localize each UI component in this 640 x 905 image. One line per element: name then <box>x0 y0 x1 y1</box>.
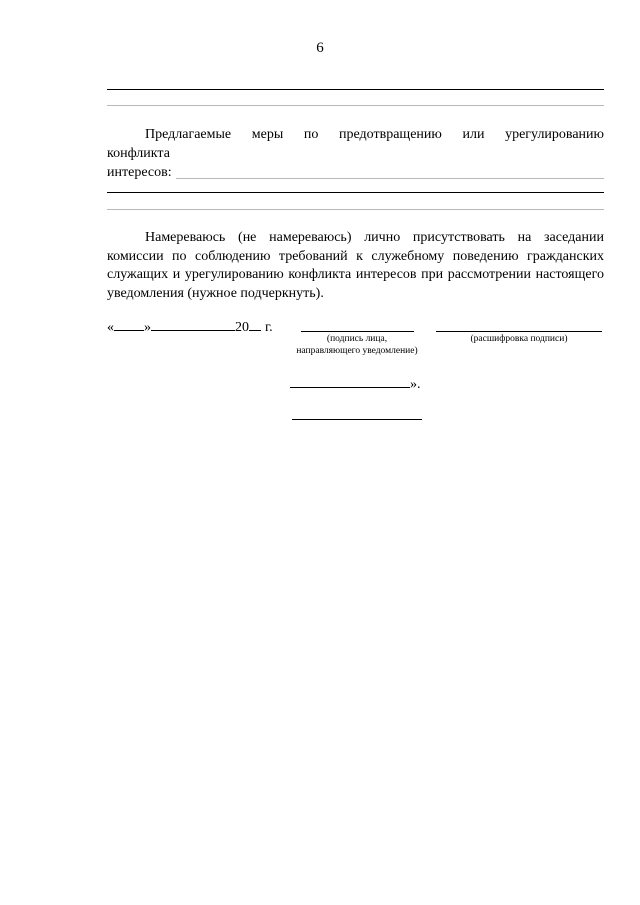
decoding-line <box>436 331 602 332</box>
date-row <box>107 316 273 337</box>
year-blank <box>249 316 261 331</box>
intent-text: Намереваюсь (не намереваюсь) лично присутствовать на заседании комиссии по соблюдению требований к служебному поведению гражданских служащих и урегулированию конфликта интересов при рассмотрении настоящего уведомления (нужное подчеркнуть). <box>107 230 604 301</box>
signature-caption <box>262 333 452 357</box>
interests-fill-line <box>176 178 604 179</box>
measures-lead-text: Предлагаемые меры по предотвращению или урегулированию <box>145 127 604 142</box>
closing-blank <box>290 373 410 388</box>
closing-row <box>290 373 421 394</box>
measures-tail-text: конфликта <box>107 145 170 161</box>
month-blank <box>151 316 235 331</box>
signature-caption-line1: (подпись лица, <box>326 334 388 344</box>
measures-paragraph <box>107 126 604 163</box>
page-number: 6 <box>316 40 324 56</box>
signature-caption-line2: направляющего уведомление) <box>296 346 418 356</box>
end-separator-line <box>292 419 422 420</box>
fill-line-3 <box>107 192 604 193</box>
year-prefix: 20 <box>235 320 249 335</box>
close-quote: » <box>144 320 151 335</box>
interests-row <box>107 164 604 182</box>
day-blank <box>114 316 144 331</box>
year-suffix: г. <box>265 320 273 335</box>
intent-paragraph <box>107 229 604 303</box>
open-quote: « <box>107 320 114 335</box>
decoding-caption: (расшифровка подписи) <box>470 334 568 344</box>
signature-line <box>301 331 414 332</box>
closing-end: ». <box>410 377 421 392</box>
fill-line-1 <box>107 89 604 90</box>
fill-line-2 <box>107 105 604 106</box>
fill-line-4 <box>107 209 604 210</box>
interests-label: интересов: <box>107 165 172 180</box>
